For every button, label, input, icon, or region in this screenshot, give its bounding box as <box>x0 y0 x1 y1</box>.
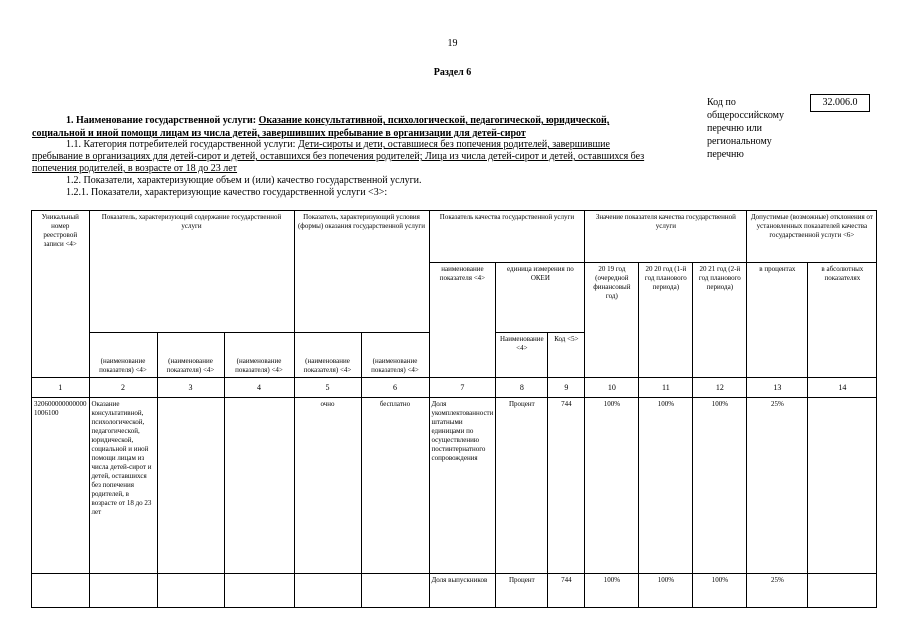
subheader-name-3: (наименование показателя) <4> <box>224 333 294 378</box>
category-value-cont2: попечения родителей, в возрасте от 18 до 23 лет <box>32 163 238 174</box>
col-number: 6 <box>361 378 429 398</box>
header-year-3: 20 21 год (2-й год планового периода) <box>693 263 747 378</box>
cell-unit-name: Процент <box>496 398 548 574</box>
cell-percent: 25% <box>747 574 808 608</box>
cell-content-1: Оказание консультативной, психологической, педагогической, юридической, социальной и иной помощи лицам из числа детей-сирот и детей, оставшихся без попечения родителей, в возрасте от 18 до 23 лет <box>89 398 157 574</box>
header-absolute: в абсолютных показателях <box>808 263 877 378</box>
quality-line: 1.2.1. Показатели, характеризующие качество государственной услуги <3>: <box>66 187 388 198</box>
cell-unit-code: 744 <box>548 574 585 608</box>
cell-unique-number <box>32 574 90 608</box>
cell-form: очно <box>294 398 361 574</box>
col-number: 14 <box>808 378 877 398</box>
cell-absolute <box>808 574 877 608</box>
service-name-value-cont: социальной и иной помощи лицам из числа детей, завершивших пребывание в организации для детей-сирот <box>32 128 526 139</box>
cell-content-3 <box>224 574 294 608</box>
service-name-value: Оказание консультативной, психологической, педагогической, юридической, <box>258 115 610 126</box>
service-name-label: 1. Наименование государственной услуги: <box>66 115 257 126</box>
subheader-name-5: (наименование показателя) <4> <box>361 333 429 378</box>
cell-cost: бесплатно <box>361 398 429 574</box>
col-number: 8 <box>496 378 548 398</box>
section-title: Раздел 6 <box>433 67 472 78</box>
col-number: 2 <box>89 378 157 398</box>
cell-year-2: 100% <box>639 574 693 608</box>
cell-cost <box>361 574 429 608</box>
col-number: 5 <box>294 378 361 398</box>
header-unit-name: Наименование <4> <box>496 333 548 378</box>
okei-code: 32.006.0 <box>810 94 870 112</box>
cell-year-1: 100% <box>585 574 639 608</box>
cell-indicator-name: Доля укомплектованности штатными единицами по осуществлению постинтернатного сопровождения <box>429 398 496 574</box>
header-okei-unit: единица измерения по ОКЕИ <box>496 263 585 333</box>
cell-content-2 <box>157 398 224 574</box>
cell-percent: 25% <box>747 398 808 574</box>
page-number: 19 <box>447 38 458 49</box>
col-number: 4 <box>224 378 294 398</box>
indicators-line: 1.2. Показатели, характеризующие объем и (или) качество государственной услуги. <box>66 175 422 186</box>
cell-content-2 <box>157 574 224 608</box>
cell-year-3: 100% <box>693 398 747 574</box>
header-conditions-indicator: Показатель, характеризующий условия (формы) оказания государственной услуги <box>294 211 429 333</box>
table-row <box>32 574 877 608</box>
cell-unique-number: 320600000000000 1006100 <box>32 398 90 574</box>
cell-unit-code: 744 <box>548 398 585 574</box>
subheader-name-4: (наименование показателя) <4> <box>294 333 361 378</box>
header-deviation: Допустимые (возможные) отклонения от установленных показателей качества государственной услуги <6> <box>747 211 877 263</box>
category-value: Дети-сироты и дети, оставшиеся без попечения родителей, завершившие <box>297 139 610 150</box>
category-label: 1.1. Категория потребителей государственной услуги: <box>66 139 296 150</box>
cell-year-1: 100% <box>585 398 639 574</box>
col-number: 13 <box>747 378 808 398</box>
quality-table <box>31 210 877 608</box>
category-line <box>66 139 696 151</box>
cell-year-3: 100% <box>693 574 747 608</box>
col-number: 1 <box>32 378 90 398</box>
col-number: 7 <box>429 378 496 398</box>
header-year-2: 20 20 год (1-й год планового периода) <box>639 263 693 378</box>
header-content-indicator: Показатель, характеризующий содержание государственной услуги <box>89 211 294 333</box>
header-indicator-values: Значение показателя качества государственной услуги <box>585 211 747 263</box>
service-name-line <box>66 115 666 127</box>
header-percent: в процентах <box>747 263 808 378</box>
col-number: 3 <box>157 378 224 398</box>
cell-content-3 <box>224 398 294 574</box>
cell-form <box>294 574 361 608</box>
okei-label: Код по общероссийскому перечню или региональному перечню <box>707 97 784 160</box>
cell-year-2: 100% <box>639 398 693 574</box>
subheader-name-2: (наименование показателя) <4> <box>157 333 224 378</box>
header-quality-indicator: Показатель качества государственной услуги <box>429 211 585 263</box>
table-row <box>32 398 877 574</box>
header-indicator-name: наименование показателя <4> <box>429 263 496 378</box>
col-number: 12 <box>693 378 747 398</box>
cell-indicator-name: Доля выпускников <box>429 574 496 608</box>
subheader-name-1: (наименование показателя) <4> <box>89 333 157 378</box>
cell-unit-name: Процент <box>496 574 548 608</box>
col-number: 11 <box>639 378 693 398</box>
header-year-1: 20 19 год (очередной финансовый год) <box>585 263 639 378</box>
col-number: 9 <box>548 378 585 398</box>
cell-absolute <box>808 398 877 574</box>
header-unit-code: Код <5> <box>548 333 585 378</box>
col-number: 10 <box>585 378 639 398</box>
cell-content-1 <box>89 574 157 608</box>
header-unique-number: Уникальный номер реестровой записи <4> <box>32 211 90 378</box>
category-value-cont: пребывание в организациях для детей-сирот и детей, оставшихся без попечения родителей; Лица из числа детей-сирот и детей, оставшихся без <box>32 151 645 162</box>
